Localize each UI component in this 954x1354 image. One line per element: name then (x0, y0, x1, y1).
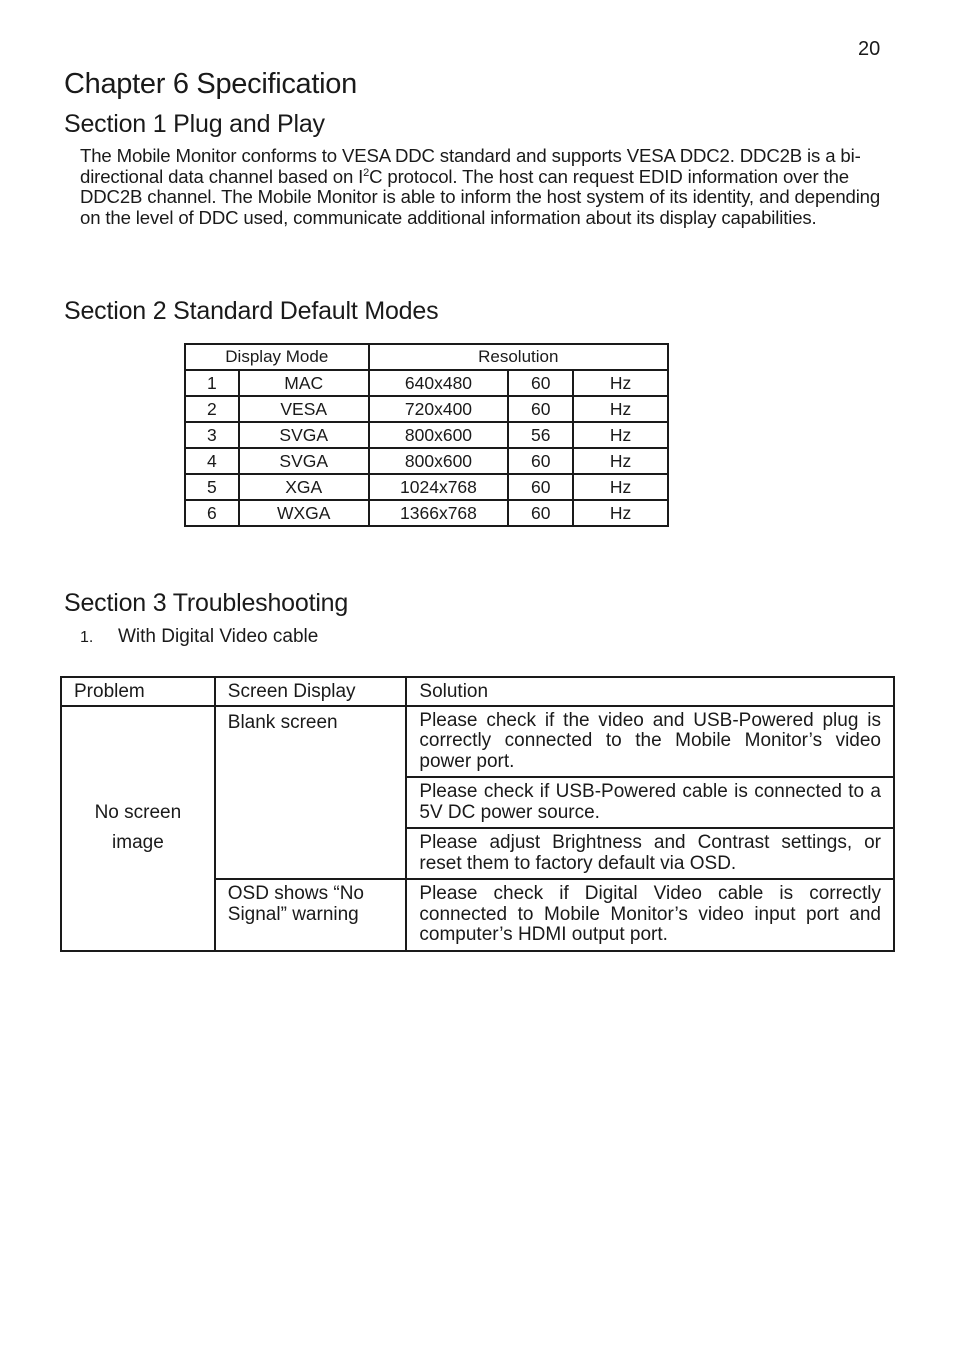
table-row (185, 474, 668, 500)
mode-unit: Hz (573, 500, 668, 526)
modes-header-row (185, 344, 668, 370)
mode-resolution: 800x600 (369, 422, 509, 448)
table-row (61, 706, 894, 778)
mode-frequency: 60 (508, 500, 573, 526)
header-problem: Problem (61, 677, 215, 706)
header-resolution: Resolution (369, 344, 668, 370)
troubleshooting-table (60, 676, 895, 952)
mode-frequency: 56 (508, 422, 573, 448)
mode-resolution: 800x600 (369, 448, 509, 474)
mode-name: XGA (239, 474, 369, 500)
table-row (185, 422, 668, 448)
mode-number: 5 (185, 474, 239, 500)
mode-frequency: 60 (508, 448, 573, 474)
mode-name: WXGA (239, 500, 369, 526)
list-item (80, 626, 318, 648)
superscript-2: 2 (363, 166, 370, 179)
table-row (185, 396, 668, 422)
section-3-heading: Section 3 Troubleshooting (64, 589, 349, 617)
default-modes-table (184, 343, 669, 527)
screen-display-cell: OSD shows “No Signal” warning (215, 879, 407, 951)
mode-number: 6 (185, 500, 239, 526)
mode-number: 2 (185, 396, 239, 422)
mode-name: MAC (239, 370, 369, 396)
section-2-heading: Section 2 Standard Default Modes (64, 297, 439, 325)
solution-cell: Please check if the video and USB-Powered plug is correctly connected to the Mobile Monitor’s video power port. (406, 706, 894, 778)
table-row (185, 448, 668, 474)
mode-name: SVGA (239, 448, 369, 474)
mode-frequency: 60 (508, 370, 573, 396)
solution-cell: Please adjust Brightness and Contrast settings, or reset them to factory default via OSD. (406, 828, 894, 879)
mode-unit: Hz (573, 370, 668, 396)
paragraph-text-part-2: C protocol. The host can request EDID information over the DDC2B channel. The Mobile Monitor is able to inform the host system of its identity, and depending on the level of DDC used, communicate additional information about its display capabilities. (80, 165, 881, 229)
mode-unit: Hz (573, 448, 668, 474)
mode-name: VESA (239, 396, 369, 422)
page-number: 20 (858, 38, 881, 60)
mode-resolution: 640x480 (369, 370, 509, 396)
list-text: With Digital Video cable (118, 626, 319, 647)
chapter-title: Chapter 6 Specification (64, 68, 357, 100)
mode-resolution: 1366x768 (369, 500, 509, 526)
section-1-paragraph (80, 146, 885, 229)
paragraph-text-part-1: The Mobile Monitor conforms to VESA DDC standard and supports VESA DDC2. DDC2B is a bi-directional data channel based on I (80, 145, 861, 187)
solution-cell: Please check if Digital Video cable is correctly connected to Mobile Monitor’s video input port and computer’s HDMI output port. (406, 879, 894, 951)
mode-frequency: 60 (508, 396, 573, 422)
mode-unit: Hz (573, 396, 668, 422)
solution-cell: Please check if USB-Powered cable is connected to a 5V DC power source. (406, 777, 894, 828)
header-solution: Solution (406, 677, 894, 706)
header-screen-display: Screen Display (215, 677, 407, 706)
troubleshooting-header-row (61, 677, 894, 706)
table-row (185, 370, 668, 396)
mode-resolution: 1024x768 (369, 474, 509, 500)
mode-name: SVGA (239, 422, 369, 448)
list-number: 1. (80, 629, 94, 646)
mode-number: 4 (185, 448, 239, 474)
header-display-mode: Display Mode (185, 344, 369, 370)
screen-display-cell: Blank screen (215, 706, 407, 880)
mode-unit: Hz (573, 422, 668, 448)
table-row (185, 500, 668, 526)
mode-number: 1 (185, 370, 239, 396)
problem-cell: No screen image (61, 706, 215, 952)
mode-unit: Hz (573, 474, 668, 500)
mode-frequency: 60 (508, 474, 573, 500)
section-1-heading: Section 1 Plug and Play (64, 110, 325, 138)
mode-resolution: 720x400 (369, 396, 509, 422)
mode-number: 3 (185, 422, 239, 448)
